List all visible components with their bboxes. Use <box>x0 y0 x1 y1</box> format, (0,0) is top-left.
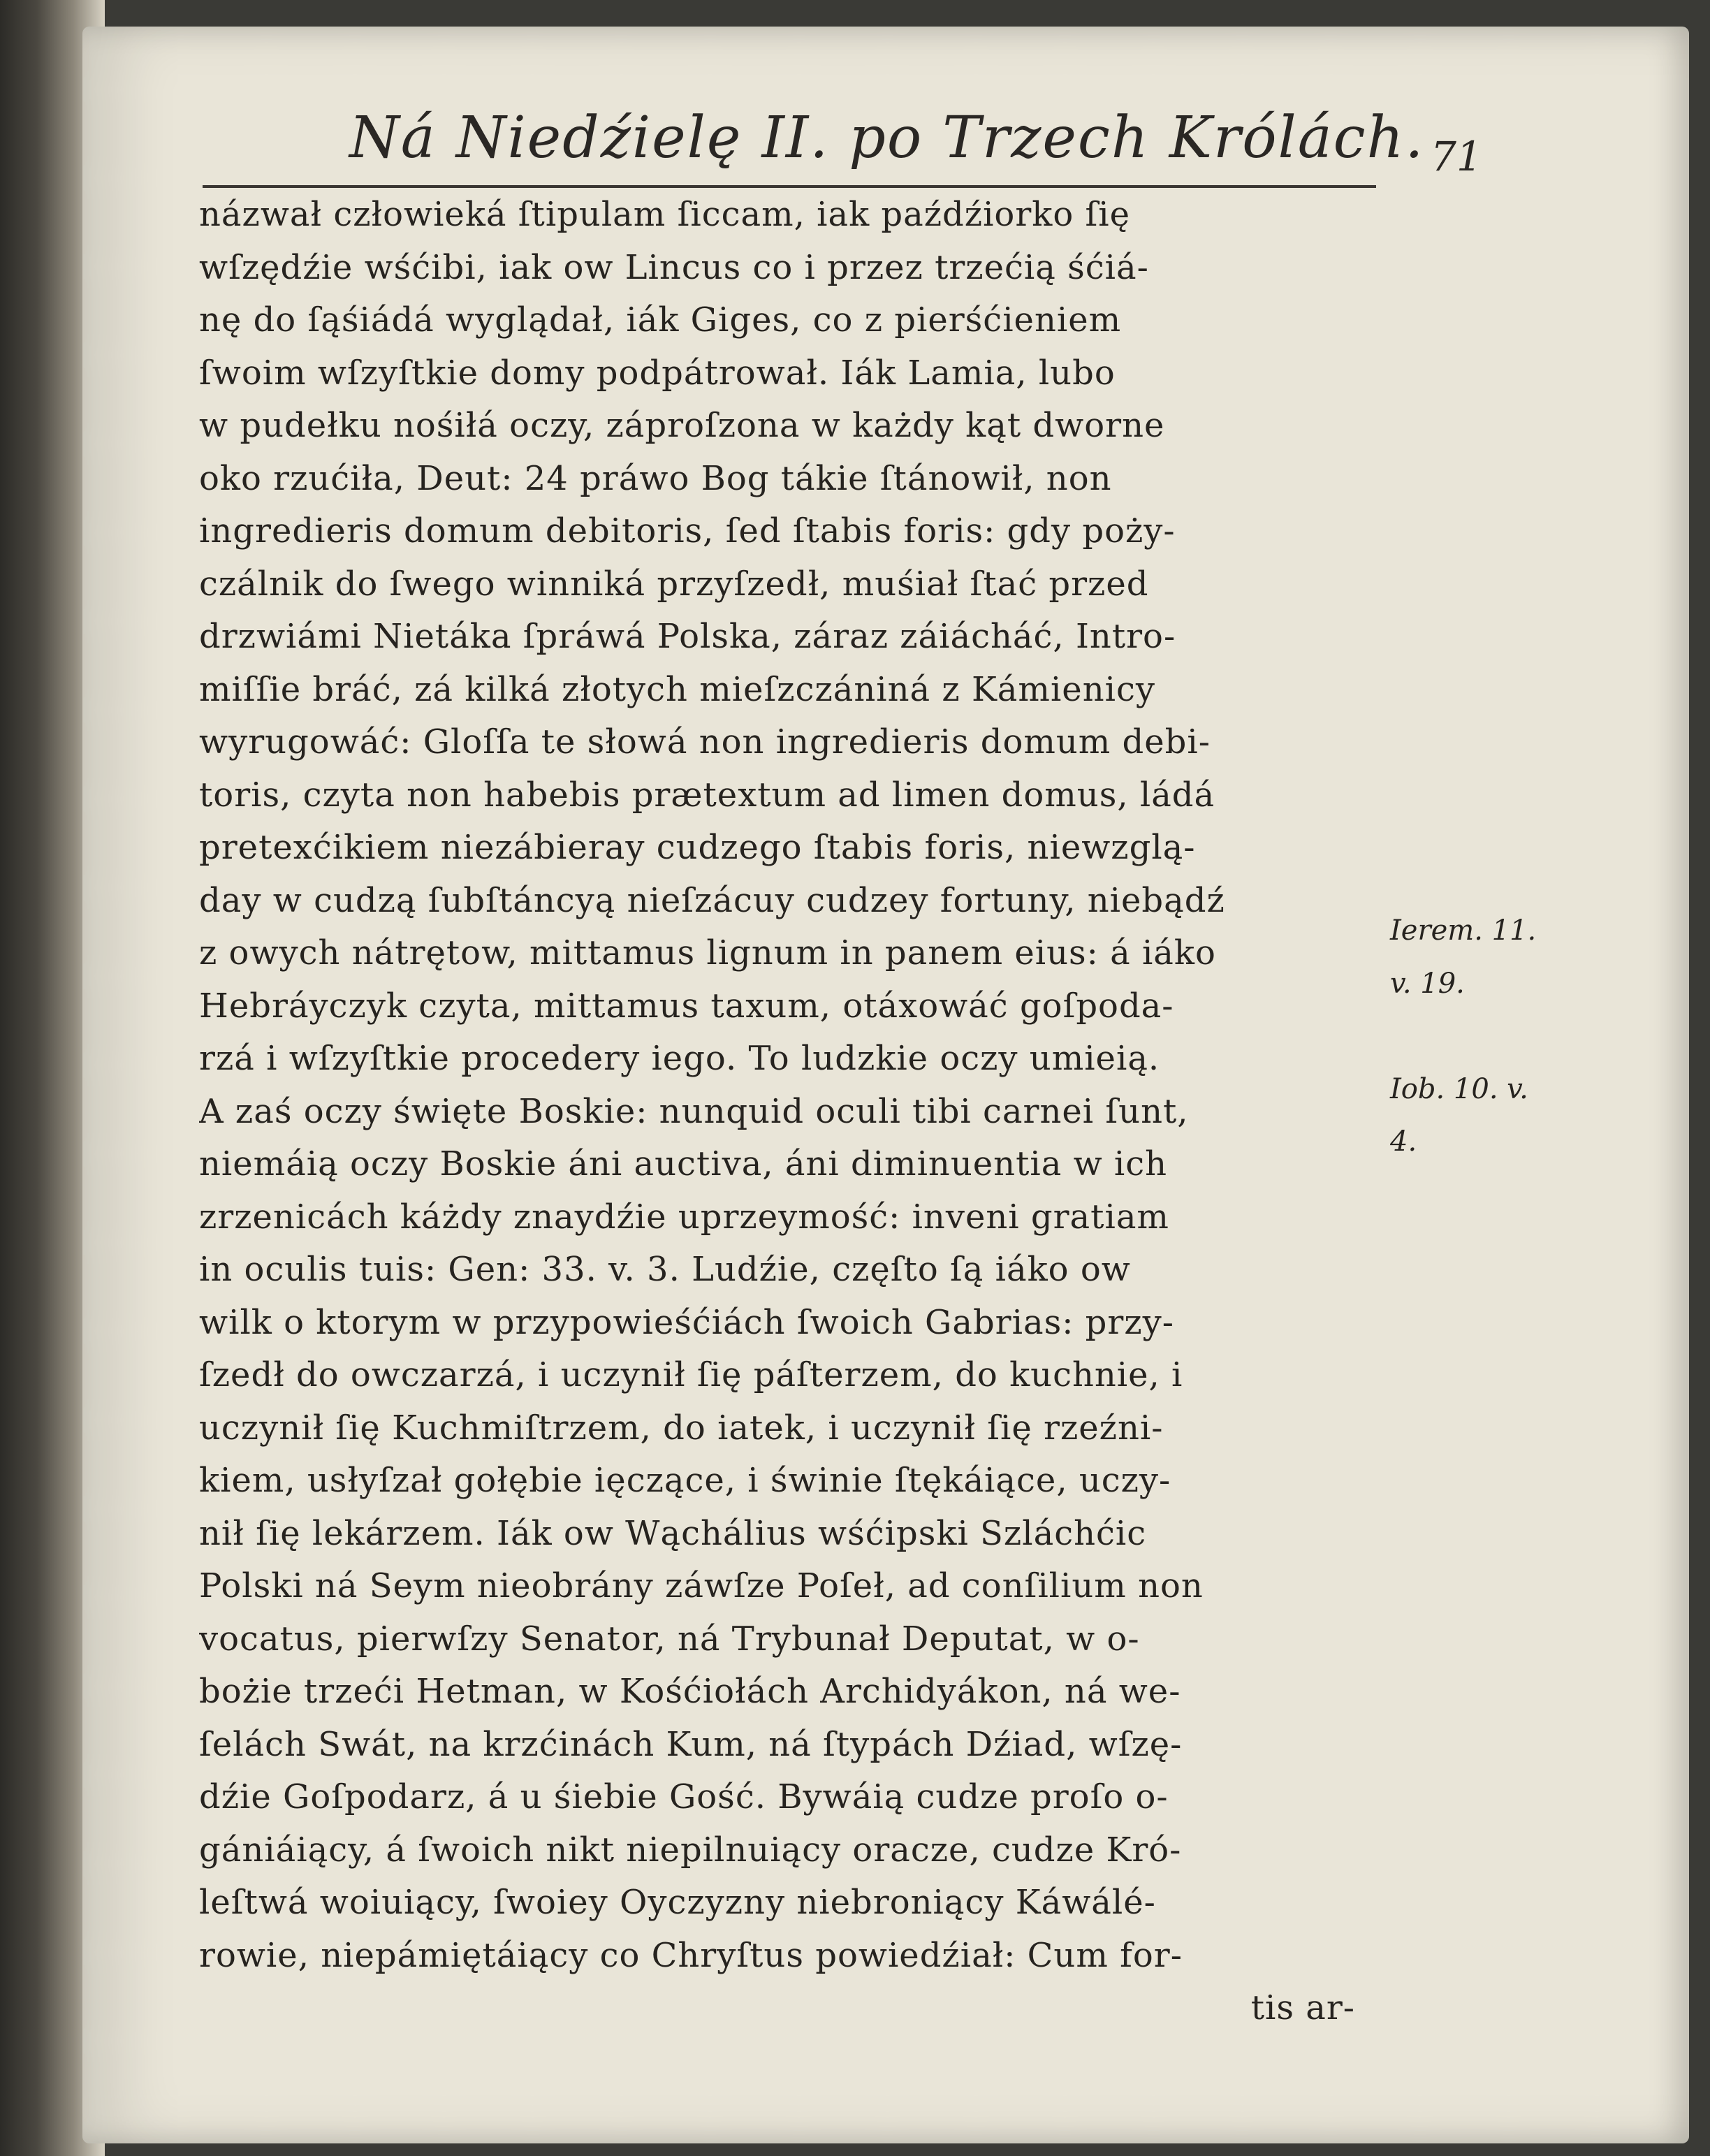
margin-note: v. 19. <box>1390 967 1465 1000</box>
text-line: ſelách Swát, na krzćinách Kum, ná ſtypách Dźiad, wſzę- <box>199 1724 1183 1764</box>
text-line: rowie, niepámiętáiący co Chryſtus powiedźiał: Cum for- <box>199 1935 1183 1975</box>
text-line: toris, czyta non habebis prætextum ad limen domus, ládá <box>199 775 1215 815</box>
text-line: Polski ná Seym nieobrány záwſze Poſeł, ad conſilium non <box>199 1566 1204 1605</box>
running-head: Ná Niedźielę II. po Trzech Królách. <box>349 105 1425 171</box>
text-line: názwał człowieká ſtipulam ſiccam, iak paźdźiorko ſię <box>199 195 1131 234</box>
text-line: A zaś oczy święte Boskie: nunquid oculi tibi carnei ſunt, <box>199 1091 1189 1131</box>
text-line: z owych nátrętow, mittamus lignum in panem eius: á iáko <box>199 933 1216 973</box>
text-line: nę do ſąśiádá wyglądał, iák Giges, co z pierśćieniem <box>199 300 1122 340</box>
text-line: gániáiący, á ſwoich nikt niepilnuiący oracze, cudze Kró- <box>199 1830 1182 1870</box>
text-line: oko rzućiła, Deut: 24 práwo Bog tákie ſtánowił, non <box>199 458 1112 498</box>
text-line: ſzedł do owczarzá, i uczynił ſię páſterzem, do kuchnie, i <box>199 1355 1183 1394</box>
text-line: drzwiámi Nietáka ſpráwá Polska, záraz záiácháć, Intro- <box>199 617 1176 656</box>
text-line: rzá i wſzyſtkie procedery iego. To ludzkie oczy umieią. <box>199 1039 1160 1078</box>
text-line: wyrugowáć: Gloſſa te słowá non ingredieris domum debi- <box>199 722 1211 762</box>
text-line: nił ſię lekárzem. Iák ow Wąchálius wśćipski Szláchćic <box>199 1513 1147 1553</box>
text-line: uczynił ſię Kuchmiſtrzem, do iatek, i uczynił ſię rzeźni- <box>199 1408 1164 1448</box>
text-line: ingredieris domum debitoris, ſed ſtabis foris: gdy poży- <box>199 511 1176 551</box>
text-line: Hebráyczyk czyta, mittamus taxum, otáxowáć goſpoda- <box>199 986 1174 1026</box>
text-line: w pudełku nośiłá oczy, záproſzona w każdy kąt dworne <box>199 406 1165 445</box>
text-line: bożie trzeći Hetman, w Kośćiołách Archidyákon, ná we- <box>199 1672 1181 1711</box>
header-rule <box>203 185 1376 188</box>
body-text <box>199 189 1380 2035</box>
text-line: zrzenicách káżdy znaydźie uprzeymość: inveni gratiam <box>199 1197 1169 1237</box>
text-line: pretexćikiem niezábieray cudzego ſtabis foris, niewzglą- <box>199 828 1196 867</box>
text-line: dźie Goſpodarz, á u śiebie Gość. Bywáią cudze proſo o- <box>199 1777 1169 1816</box>
text-line: day w cudzą ſubſtáncyą nieſzácuy cudzey fortuny, niebądź <box>199 880 1225 920</box>
text-line: vocatus, pierwſzy Senator, ná Trybunał Deputat, w o- <box>199 1619 1140 1659</box>
text-line: kiem, usłyſzał gołębie ięczące, i świnie ſtękáiące, uczy- <box>199 1461 1171 1500</box>
margin-note: Iob. 10. v. <box>1390 1072 1528 1105</box>
text-line: miſſie bráć, zá kilká złotych mieſzczániná z Kámienicy <box>199 669 1155 709</box>
page-number: 71 <box>1431 133 1482 180</box>
text-line: wſzędźie wśćibi, iak ow Lincus co i przez trzećią śćiá- <box>199 247 1149 287</box>
margin-note: Ierem. 11. <box>1390 915 1537 947</box>
text-line: in oculis tuis: Gen: 33. v. 3. Ludźie, częſto ſą iáko ow <box>199 1250 1131 1289</box>
text-line: niemáią oczy Boskie áni auctiva, áni diminuentia w ich <box>199 1144 1168 1183</box>
text-line: czálnik do ſwego winniká przyſzedł, muśiał ſtać przed <box>199 564 1149 604</box>
catchword: tis ar- <box>1250 1988 1355 2027</box>
margin-spacer <box>1390 1010 1530 1063</box>
marginal-references <box>1390 905 1537 1169</box>
text-line: ſwoim wſzyſtkie domy podpátrował. Iák Lamia, lubo <box>199 353 1116 393</box>
text-line: wilk o ktorym w przypowieśćiách ſwoich Gabrias: przy- <box>199 1302 1174 1342</box>
text-line: leſtwá woiuiący, ſwoiey Oyczyzny niebroniący Káwálé- <box>199 1883 1156 1922</box>
margin-note: 4. <box>1390 1126 1417 1158</box>
